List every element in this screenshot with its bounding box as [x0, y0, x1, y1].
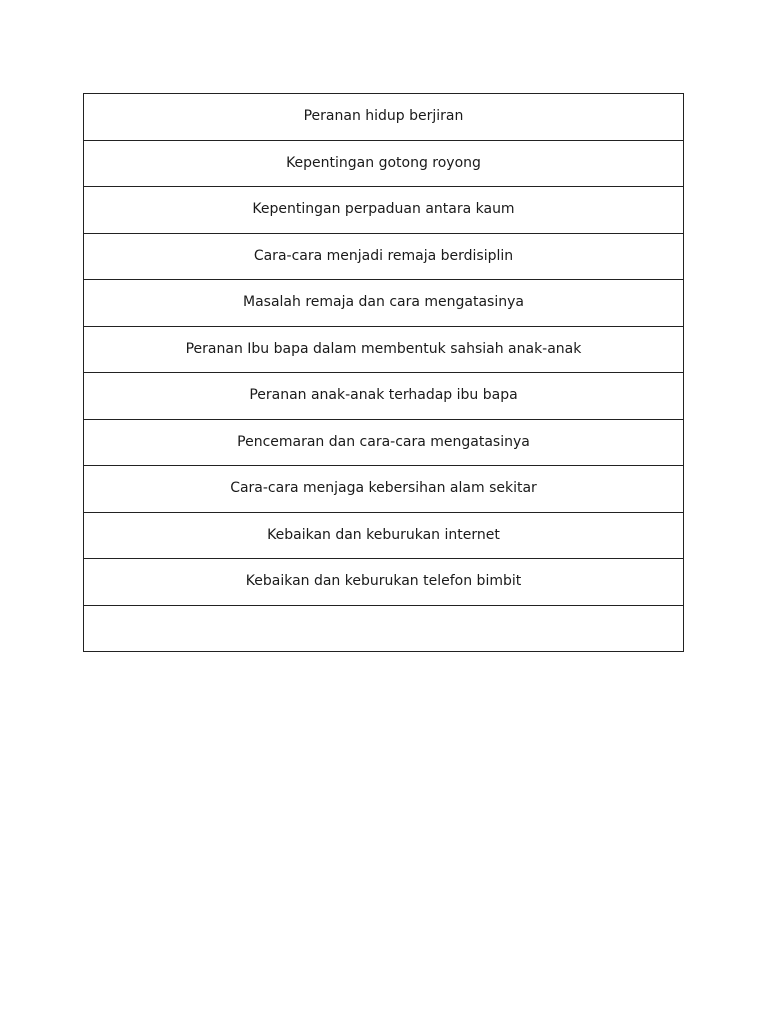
topic-table [83, 93, 684, 652]
table-row [84, 140, 684, 187]
table-cell: Masalah remaja dan cara mengatasinya [84, 280, 684, 327]
table-row [84, 233, 684, 280]
table-row [84, 373, 684, 420]
table-cell: Kepentingan gotong royong [84, 140, 684, 187]
table-cell: Pencemaran dan cara-cara mengatasinya [84, 419, 684, 466]
table-cell: Peranan anak-anak terhadap ibu bapa [84, 373, 684, 420]
table-row [84, 280, 684, 327]
table-cell: Cara-cara menjadi remaja berdisiplin [84, 233, 684, 280]
table-row [84, 326, 684, 373]
table-row [84, 512, 684, 559]
table-row [84, 466, 684, 513]
table-row [84, 419, 684, 466]
table-cell: Cara-cara menjaga kebersihan alam sekitar [84, 466, 684, 513]
table-row [84, 559, 684, 606]
table-row [84, 187, 684, 234]
table-row [84, 94, 684, 141]
table-row [84, 605, 684, 652]
table-cell: Peranan hidup berjiran [84, 94, 684, 141]
table-cell: Kepentingan perpaduan antara kaum [84, 187, 684, 234]
table-cell: Peranan Ibu bapa dalam membentuk sahsiah anak-anak [84, 326, 684, 373]
table-cell-empty [84, 605, 684, 652]
table-cell: Kebaikan dan keburukan internet [84, 512, 684, 559]
table-cell: Kebaikan dan keburukan telefon bimbit [84, 559, 684, 606]
